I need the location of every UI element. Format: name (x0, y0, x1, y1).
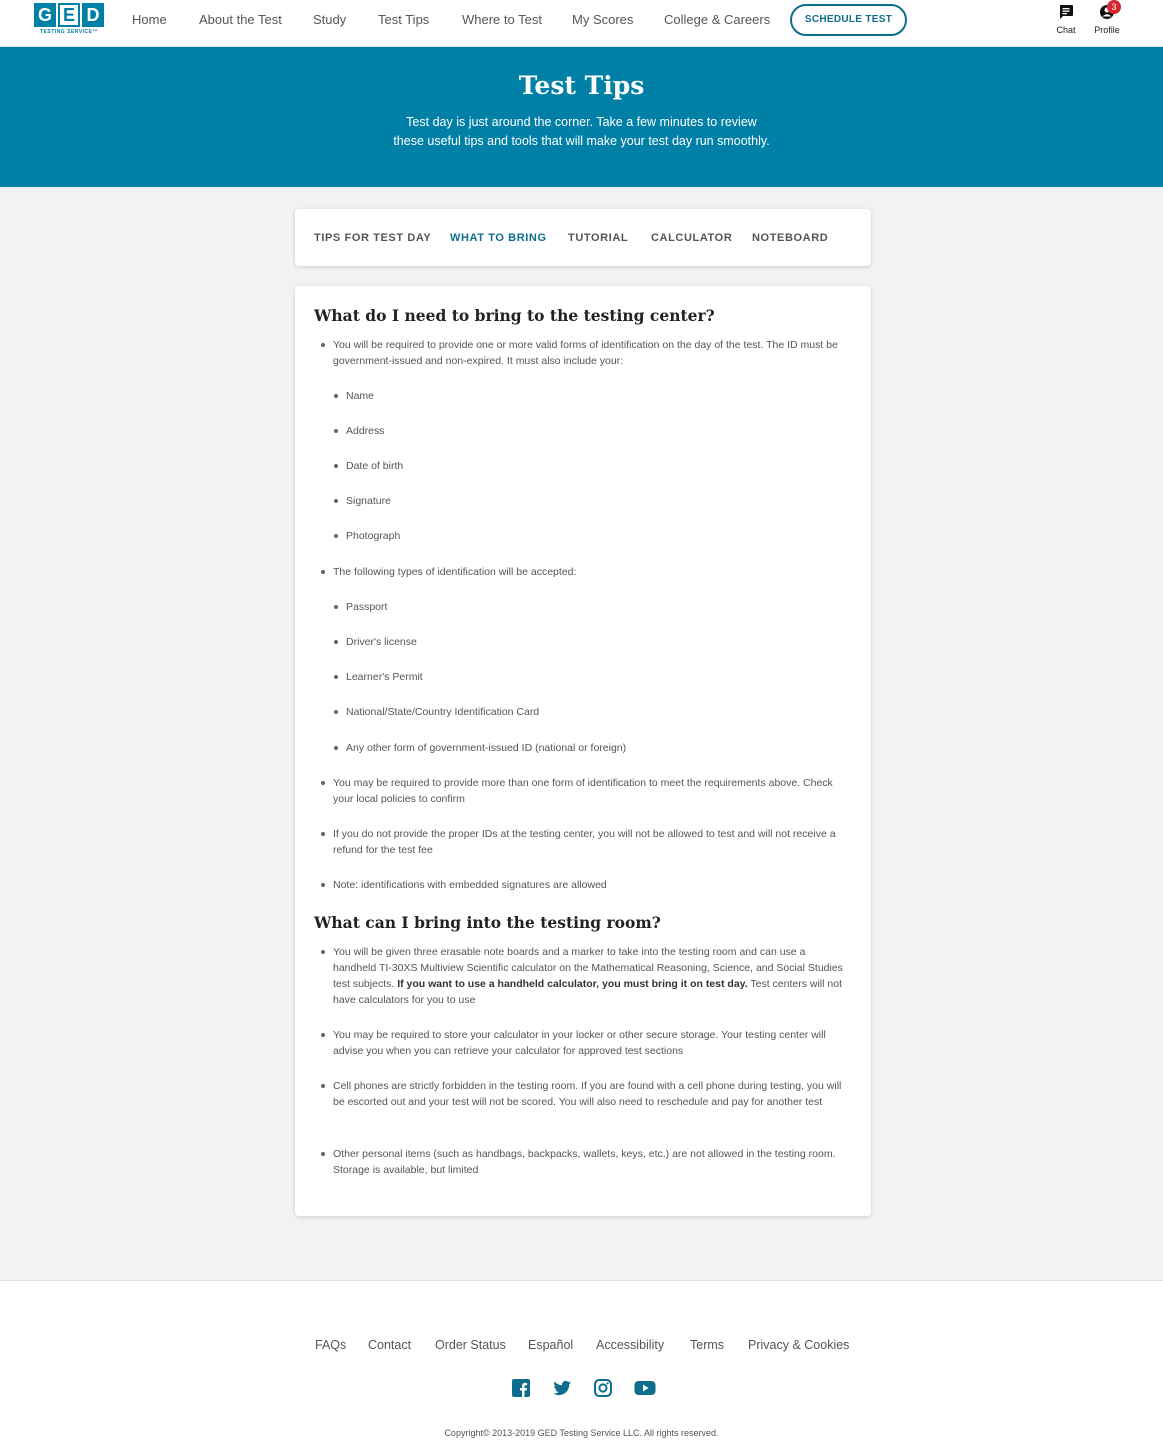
list-item-personal-items: Other personal items (such as handbags, backpacks, wallets, keys, etc.) are not allowed in the testing room. Storage is available, but limited (333, 1146, 843, 1178)
tab-what-to-bring[interactable]: WHAT TO BRING (450, 232, 547, 244)
logo-tagline: TESTING SERVICE™ (40, 29, 98, 35)
nav-test-tips[interactable]: Test Tips (378, 12, 430, 27)
list-item-cell-phones: Cell phones are strictly forbidden in the testing room. If you are found with a cell phone during testing, you will be escorted out and your test will not be scored. You will also need to reschedule and pay for another test (333, 1080, 842, 1108)
list-item-accepted-id: Learner's Permit (346, 669, 826, 685)
tab-calculator[interactable]: CALCULATOR (651, 232, 733, 244)
footer-link-accessibility[interactable]: Accessibility (596, 1338, 665, 1352)
tab-noteboard[interactable]: NOTEBOARD (752, 232, 829, 244)
nav-college-careers[interactable]: College & Careers (664, 12, 771, 27)
list-item-more-than-one-id: You may be required to provide more than one form of identification to meet the requirements above. Check your local policies to confirm (333, 775, 843, 807)
chat-label: Chat (1056, 25, 1076, 35)
footer-link-faqs[interactable]: FAQs (315, 1338, 347, 1352)
nav-study[interactable]: Study (313, 12, 347, 27)
copyright-text: Copyright© 2013-2019 GED Testing Service LLC. All rights reserved. (444, 1428, 719, 1438)
ged-logo[interactable] (34, 3, 104, 39)
footer-link-order-status[interactable]: Order Status (435, 1338, 506, 1352)
tabs-card (295, 209, 871, 266)
nav-my-scores[interactable]: My Scores (572, 12, 634, 27)
schedule-test-button[interactable]: SCHEDULE TEST (790, 4, 907, 36)
list-item-accepted-id: Any other form of government-issued ID (national or foreign) (346, 740, 826, 756)
list-item-no-refund: If you do not provide the proper IDs at the testing center, you will not be allowed to test and will not receive a refund for the test fee (333, 826, 843, 858)
list-item-storage: You may be required to store your calculator in your locker or other secure storage. Your testing center will advise you when you can retrieve your calculator for approved test sections (333, 1027, 843, 1059)
list-item-accepted-id: Driver's license (346, 634, 826, 650)
list-item-id-requirement: You will be required to provide one or more valid forms of identification on the day of the test. The ID must be government-issued and non-expired. It must also include your: (333, 337, 843, 369)
youtube-icon[interactable] (634, 1378, 656, 1398)
list-item-id-field: Date of birth (346, 458, 826, 474)
logo-letter-d: D (82, 3, 104, 27)
notification-badge: 3 (1107, 0, 1121, 14)
instagram-icon[interactable] (593, 1378, 613, 1398)
profile-button[interactable] (1092, 4, 1122, 35)
list-item-calculator (333, 944, 843, 1008)
list-item-accepted-id: National/State/Country Identification Card (346, 704, 826, 720)
hero-banner (0, 47, 1163, 187)
list-item-id-field: Photograph (346, 528, 826, 544)
calculator-bold-text: If you want to use a handheld calculator, you must bring it on test day. (397, 978, 748, 990)
nav-about-the-test[interactable]: About the Test (199, 12, 282, 27)
nav-home[interactable]: Home (132, 12, 167, 27)
section-heading-bring-into-room: What can I bring into the testing room? (314, 913, 661, 932)
footer-link-espanol[interactable]: Español (528, 1338, 574, 1352)
calculator-text: You will be given three erasable note boards and a marker to take into the testing room and can use a handheld TI-30XS Multiview Scientific calculator on the Mathematical Reasoning, Science, and Social Studies test subjects. (333, 946, 843, 990)
footer-link-terms[interactable]: Terms (690, 1338, 725, 1352)
list-item-accepted-intro: The following types of identification will be accepted: (333, 564, 843, 580)
content-card (295, 286, 871, 1216)
facebook-icon[interactable] (511, 1378, 531, 1398)
top-navigation (0, 0, 1163, 47)
profile-label: Profile (1094, 25, 1120, 35)
list-item-id-field: Signature (346, 493, 826, 509)
calculator-text-end: Test centers will not have calculators for you to use (333, 978, 842, 1006)
logo-letter-e: E (58, 3, 80, 27)
footer-link-privacy-cookies[interactable]: Privacy & Cookies (748, 1338, 850, 1352)
list-item-id-field: Name (346, 388, 826, 404)
chat-icon (1058, 4, 1074, 20)
section-heading-bring-to-center: What do I need to bring to the testing center? (314, 306, 715, 325)
nav-where-to-test[interactable]: Where to Test (462, 12, 542, 27)
list-item-signature-note: Note: identifications with embedded signatures are allowed (333, 877, 843, 893)
list-item-accepted-id: Passport (346, 599, 826, 615)
logo-letter-g: G (34, 3, 56, 27)
footer (0, 1280, 1163, 1444)
footer-link-contact[interactable]: Contact (368, 1338, 412, 1352)
tab-tips-for-test-day[interactable]: TIPS FOR TEST DAY (314, 232, 432, 244)
list-item-id-field: Address (346, 423, 826, 439)
page-title: Test Tips (518, 71, 645, 100)
chat-button[interactable] (1051, 4, 1081, 35)
tab-tutorial[interactable]: TUTORIAL (568, 232, 629, 244)
twitter-icon[interactable] (552, 1378, 572, 1398)
hero-subtitle: Test day is just around the corner. Take a few minutes to review these useful tips and tools that will make your test day run smoothly. (393, 115, 770, 148)
